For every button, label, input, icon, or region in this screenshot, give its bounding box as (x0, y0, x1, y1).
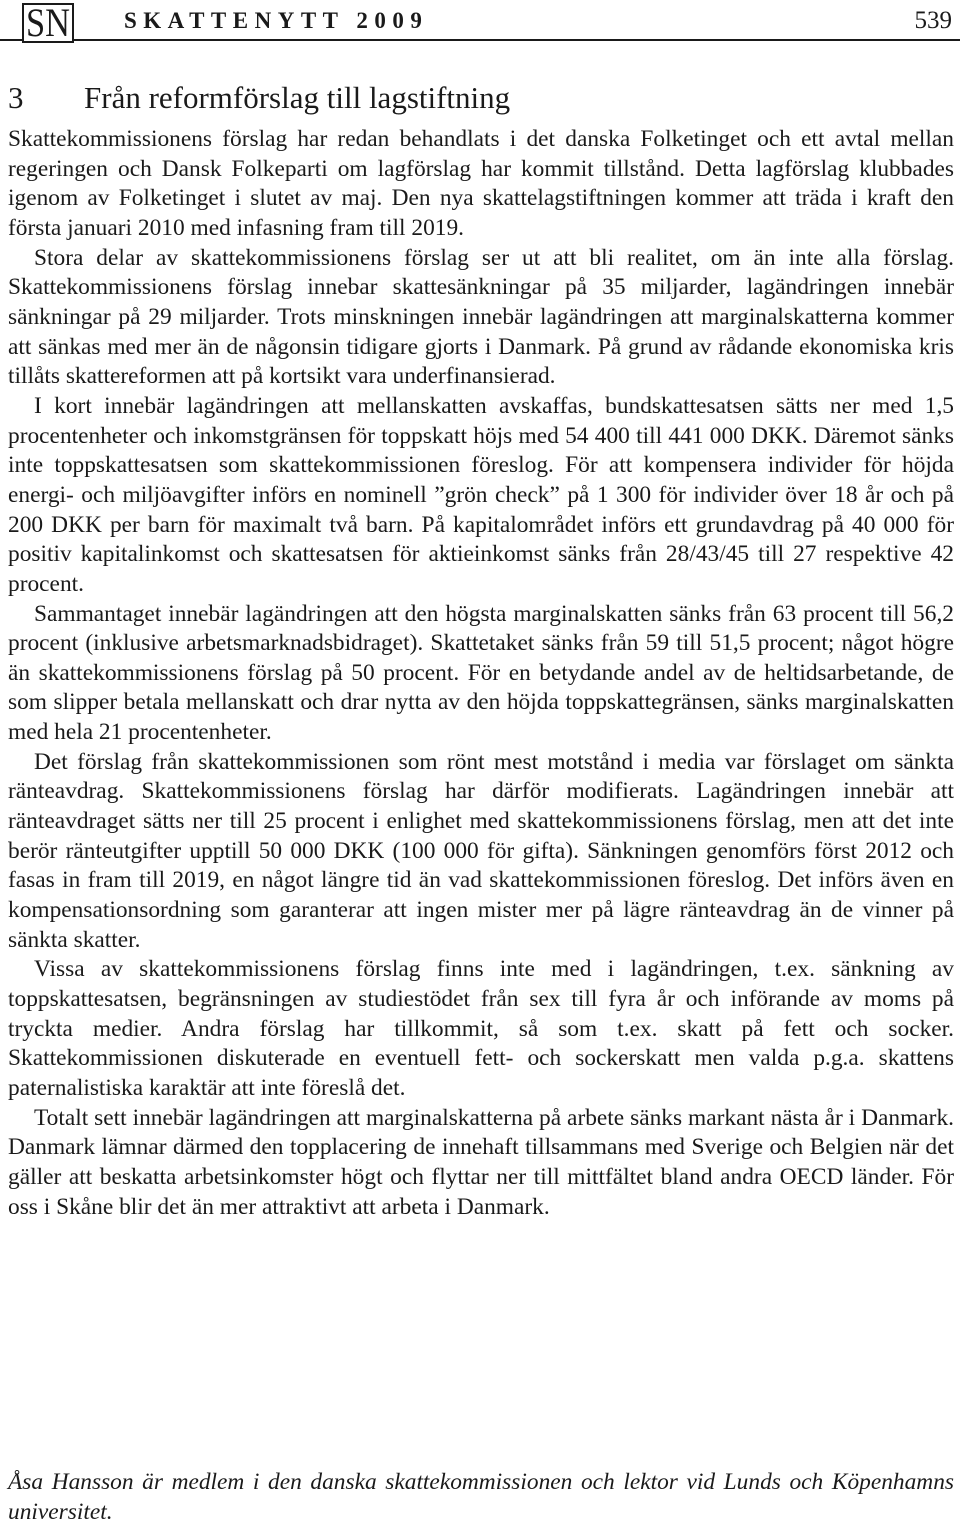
paragraph-7: Totalt sett innebär lagändringen att marginalskatterna på arbete sänks markant nästa år i Danmark. Danmark lämnar därmed den topplacering de innehaft tillsammans med Sverige och Belgien när det gäller att beskatta arbetsinkomster högt och flyttar ner till mittfältet bland andra OECD länder. För oss i Skåne blir det än mer attraktivt att arbeta i Danmark. (8, 1104, 954, 1220)
body-text (8, 125, 954, 1222)
section-number: 3 (8, 80, 24, 115)
page-number: 539 (914, 7, 952, 34)
journal-logo-text: SN (26, 0, 70, 45)
journal-title: SKATTENYTT 2009 (124, 8, 429, 33)
header-rule-left (0, 39, 22, 41)
running-header (0, 0, 960, 48)
section-title: Från reformförslag till lagstiftning (84, 80, 511, 115)
paragraph-2: Stora delar av skattekommissionens förslag ser ut att bli realitet, om än inte alla förslag. Skattekommissionens förslag innebar skattesänkningar på 35 miljarder, lagändringen innebär sänkningar på 29 miljarder. Trots minskningen innebär lagändringen att marginalskatterna kommer att sänkas med mer än de någonsin tidigare gjorts i Danmark. På grund av rådande ekonomiska kris tillåts skattereformen att på kortsikt vara underfinansierad. (8, 244, 954, 390)
journal-logo (22, 0, 74, 45)
paragraph-6: Vissa av skattekommissionens förslag finns inte med i lagändringen, t.ex. sänkning av toppskattesatsen, begränsningen av studiestödet från sex till fyra år och införande av moms på tryckta medier. Andra förslag har tillkommit, så som t.ex. skatt på fett och socker. Skattekommissionen diskuterade en eventuell fett- och sockerskatt men valda p.g.a. skattens paternalistiska karaktär att inte föreslå det. (8, 956, 954, 1101)
paragraph-5: Det förslag från skattekommissionen som rönt mest motstånd i media var förslaget om sänkta ränteavdrag. Skattekommissionens förslag har därför modifierats. Lagändringen innebär att ränteavdraget sätts ner till 25 procent i enlighet med skattekommissionens förslag, men att det inte berör ränteutgifter upptill 50 000 DKK (100 000 för gifta). Sänkningen genomförs först 2012 och fasas in fram till 2019, en något längre tid än vad skattekommissionen föreslog. Det införs även en kompensationsordning som garanterar att ingen mister mer på lägre ränteavdrag än de vinner på sänkta skatter. (8, 748, 954, 953)
paragraph-4: Sammantaget innebär lagändringen att den högsta marginalskatten sänks från 63 procent till 56,2 procent (inklusive arbetsmarknadsbidraget). Skattetaket sänks från 59 till 51,5 procent; något högre än skattekommissionens förslag på 50 procent. För en betydande andel av de heltidsarbetande, de som slipper betala mellanskatt och drar nytta av den höjda toppskattegränsen, sänks marginalskatten med hela 21 procentenheter. (8, 600, 954, 746)
header-rule (74, 39, 960, 41)
section-heading (8, 80, 510, 116)
paragraph-3: I kort innebär lagändringen att mellanskatten avskaffas, bundskattesatsen sätts ner med 1,5 procentenheter och inkomstgränsen för toppskatt höjs med 54 400 till 441 000 DKK. Däremot sänks inte toppskattesatsen som skattekommissionen föreslog. För att kompensera individer för höjda energi- och miljöavgifter införs en nominell ”grön check” på 1 300 för individer över 18 år och på 200 DKK per barn för maximalt två barn. På kapitalområdet införs ett grundavdrag på 40 000 för positiv kapitalinkomst och skattesatsen för aktieinkomst sänks från 28/43/45 till 27 respektive 42 procent. (8, 392, 954, 597)
journal-logo-mark (24, 0, 72, 45)
paragraph-1: Skattekommissionens förslag har redan behandlats i det danska Folketinget och ett avtal mellan regeringen och Dansk Folkeparti om lagförslag har kommit tillstånd. Detta lagförslag klubbades igenom av Folketinget i slutet av maj. Den nya skattelagstiftningen kommer att träda i kraft den första januari 2010 med infasning fram till 2019. (8, 126, 954, 241)
author-note: Åsa Hansson är medlem i den danska skattekommissionen och lektor vid Lunds och Köpenhamns universitet. (8, 1469, 954, 1525)
